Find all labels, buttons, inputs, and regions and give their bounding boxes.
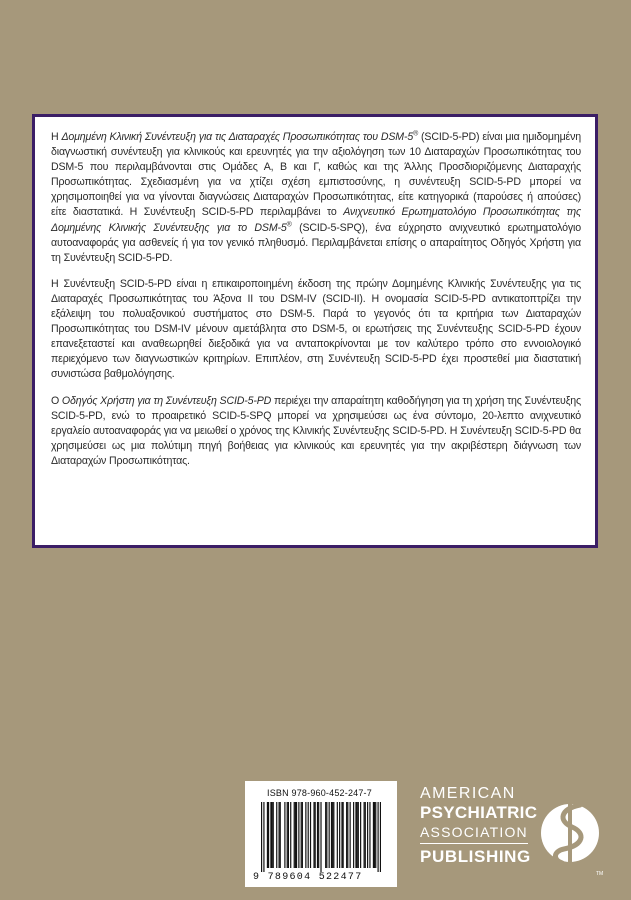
- text-run: (SCID-5-PD) είναι μια ημιδομημένη διαγνωστική συνέντευξη για κλινικούς και ερευνητές για την αξιολόγηση των 10 Διαταραχών Προσωπικότητας του DSM-5 που περιλαμβάνονται στις Ομάδες Α, Β και Γ, καθώς και της Άλλης Προσδιοριζόμενης Διαταραχής Προσωπικότητας. Σχεδιασμένη για να χτίζει σχέση εμπιστοσύνης, η συνέντευξη SCID-5-PD μπορεί να χρησιμοποιηθεί για να γίνονται διαγνώσεις Διαταραχών Προσωπικότητας, είτε κατηγορικά (παρούσες ή απούσες) είτε διαστατικά. Η Συνέντευξη SCID-5-PD περιλαμβάνει το: [51, 131, 581, 219]
- text-run: ®: [286, 221, 292, 229]
- barcode-box: [245, 781, 397, 887]
- description-paragraph-1: [51, 130, 581, 266]
- publisher-line-psychiatric: PSYCHIATRIC: [420, 803, 538, 822]
- description-paragraph-2: [51, 277, 581, 383]
- publisher-line-association: ASSOCIATION: [420, 824, 528, 840]
- svg-text:TM: TM: [596, 871, 604, 877]
- publisher-line-publishing: PUBLISHING: [420, 847, 531, 866]
- caduceus-logo-icon: [540, 785, 610, 881]
- text-run: (SCID-5-SPQ), ένα εύχρηστο ανιχνευτικό ερωτηματολόγιο αυτοαναφοράς για ασθενείς ή για τον γενικό πληθυσμό. Περιλαμβάνεται επίσης ο απαραίτητος Οδηγός Χρήστη για τη Συνέντευξη SCID-5-PD.: [51, 221, 581, 264]
- barcode-icon: [261, 802, 381, 872]
- text-run: Η: [51, 131, 62, 143]
- isbn-label: ISBN 978-960-452-247-7: [267, 788, 372, 798]
- text-run: περιέχει την απαραίτητη καθοδήγηση για τη χρήση της Συνέντευξης SCID-5-PD, ενώ το προαιρετικό SCID-5-SPQ μπορεί να χρησιμεύσει ως ένα σύντομο, 20-λεπτο ανιχνευτικό εργαλείο αυτοαναφοράς για να μειωθεί ο χρόνος της Κλινικής Συνέντευξης SCID-5-PD. Η Συνέντευξη SCID-5-PD θα χρησιμεύσει ως μια πολύτιμη πηγή βοήθειας για κλινικούς και ερευνητές για την ακριβέστερη διάγνωση των Διαταραχών Προσωπικότητας.: [51, 394, 581, 467]
- text-run: Η Συνέντευξη SCID-5-PD είναι η επικαιροποιημένη έκδοση της πρώην Δομημένης Κλινικής Συνέντευξης για τις Διαταραχές Προσωπικότητας του Άξονα ΙΙ του DSM-IV (SCID-II). Η ονομασία SCID-5-PD αντικατοπτρίζει την εξάλειψη του πολυαξονικού συστήματος στο DSM-5. Παρά το γεγονός ότι τα κριτήρια των Διαταραχών Προσωπικότητας του DSM-IV μένουν αμετάβλητα στο DSM-5, οι ερωτήσεις της Συνέντευξης SCID-5-PD έχουν επανεξεταστεί και αναθεωρηθεί διεξοδικά για να ανταποκρίνονται με τον καλύτερο τρόπο στο εννοιολογικό περιεχόμενο των διαγνωστικών κριτηρίων. Επιπλέον, στη Συνέντευξη SCID-5-PD έχει προστεθεί μια διαστατική συνιστώσα βαθμολόγησης.: [51, 277, 581, 381]
- text-run: Ο: [51, 394, 62, 407]
- text-run: Οδηγός Χρήστη για τη Συνέντευξη SCID-5-PD: [61, 394, 272, 407]
- barcode-digits: 9 789604 522477: [253, 872, 363, 883]
- description-paragraph-3: [51, 394, 581, 469]
- text-run: Ανιχνευτικό Ερωτηματολόγιο Προσωπικότητας της Δομημένης Κλινικής Συνέντευξης για το DSM-5: [51, 206, 581, 234]
- publisher-logo: [412, 785, 627, 885]
- publisher-divider: [420, 843, 528, 844]
- text-run: ®: [413, 130, 419, 138]
- text-run: Δομημένη Κλινική Συνέντευξη για τις Διαταραχές Προσωπικότητας του DSM-5: [61, 131, 414, 143]
- description-panel: [32, 114, 598, 548]
- publisher-line-american: AMERICAN: [420, 785, 516, 802]
